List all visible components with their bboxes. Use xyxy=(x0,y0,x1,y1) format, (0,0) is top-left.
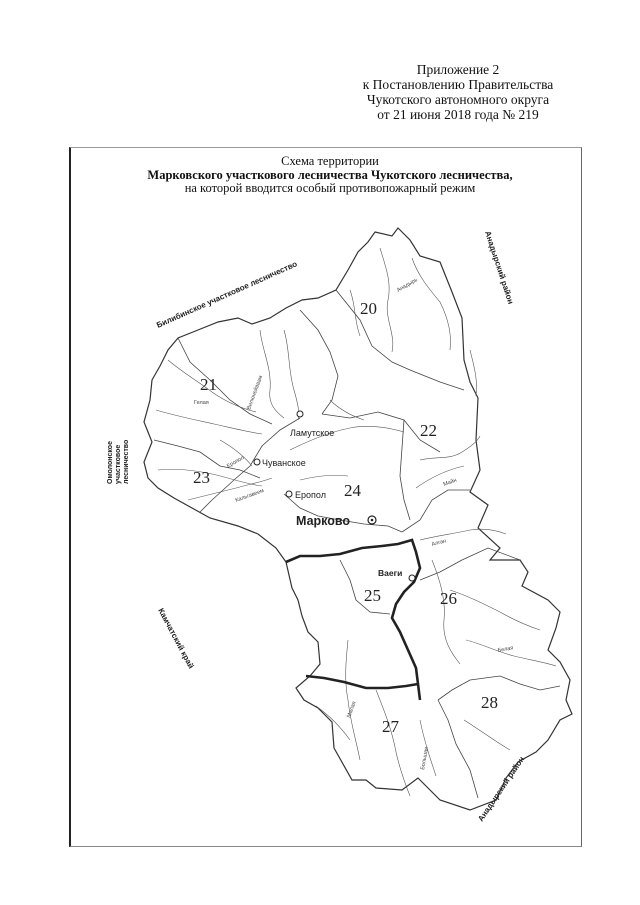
quarter-20-label: 20 xyxy=(360,299,377,318)
vaegi-label: Ваеги xyxy=(378,568,403,578)
chuvanskoe-label: Чуванское xyxy=(262,458,306,468)
quarter-24-label: 24 xyxy=(344,481,361,500)
chuvanskoe-marker xyxy=(254,459,260,465)
omolon-forestry-label-3: лесничество xyxy=(123,439,130,484)
lamutskoe-marker xyxy=(297,411,303,417)
river-label-anadyr: Анадырь xyxy=(396,277,419,294)
anadyr-district-label-bottom: Анадырский район xyxy=(476,754,527,824)
appendix-line-1: Приложение 2 xyxy=(416,62,500,77)
bilibino-forestry-label: Билибинское участковое лесничество xyxy=(155,259,299,330)
river-label-vilyuneyvaam: Вилюнейваам xyxy=(246,374,265,411)
appendix-line-2: к Постановлению Правительства xyxy=(362,77,554,92)
omolon-forestry-label-2: участковое xyxy=(115,444,122,484)
quarter-21-label: 21 xyxy=(200,375,217,394)
scheme-title-line-1: Схема территории xyxy=(281,154,379,168)
yeropol-marker xyxy=(286,491,292,497)
yeropol-label: Еропол xyxy=(295,490,326,500)
quarter-25-label: 25 xyxy=(364,586,381,605)
quarter-27-label: 27 xyxy=(382,717,399,736)
river-label-yeropol: Еропол xyxy=(226,455,246,470)
bold-boundary-south xyxy=(306,676,418,688)
river-label-belaya: Белая xyxy=(497,645,514,654)
quarter-boundaries xyxy=(154,290,560,798)
appendix-line-4: от 21 июня 2018 года № 219 xyxy=(377,107,539,122)
river-label-mayn: Майн xyxy=(442,477,458,488)
quarter-23-label: 23 xyxy=(193,468,210,487)
river-label-algan: Алган xyxy=(430,538,447,548)
river-label-malaya: Малая xyxy=(346,700,358,719)
anadyr-district-label-top: Анадырский район xyxy=(483,229,516,306)
markovo-label: Марково xyxy=(296,514,351,528)
lamutskoe-label: Ламутское xyxy=(290,428,335,438)
river-label-gorelaya: Гелая xyxy=(194,400,209,406)
omolon-forestry-label-1: Омолонское xyxy=(107,441,114,484)
scheme-title-line-2: Марковского участкового лесничества Чукотского лесничества, xyxy=(147,167,513,182)
vaegi-marker xyxy=(409,575,415,581)
quarter-22-label: 22 xyxy=(420,421,437,440)
rivers xyxy=(156,248,556,796)
quarter-26-label: 26 xyxy=(440,589,457,608)
markovo-marker-dot xyxy=(371,519,374,522)
kamchatka-krai-label: Камчатский край xyxy=(156,606,196,671)
territory-boundary xyxy=(144,228,572,810)
appendix-line-3: Чукотского автономного округа xyxy=(366,92,550,107)
scheme-title-line-3: на которой вводится особый противопожарный режим xyxy=(184,181,476,195)
quarter-28-label: 28 xyxy=(481,693,498,712)
river-label-kalgaveem: Кальгавеем xyxy=(234,487,265,504)
river-label-bolshaya: Большая xyxy=(420,746,430,771)
